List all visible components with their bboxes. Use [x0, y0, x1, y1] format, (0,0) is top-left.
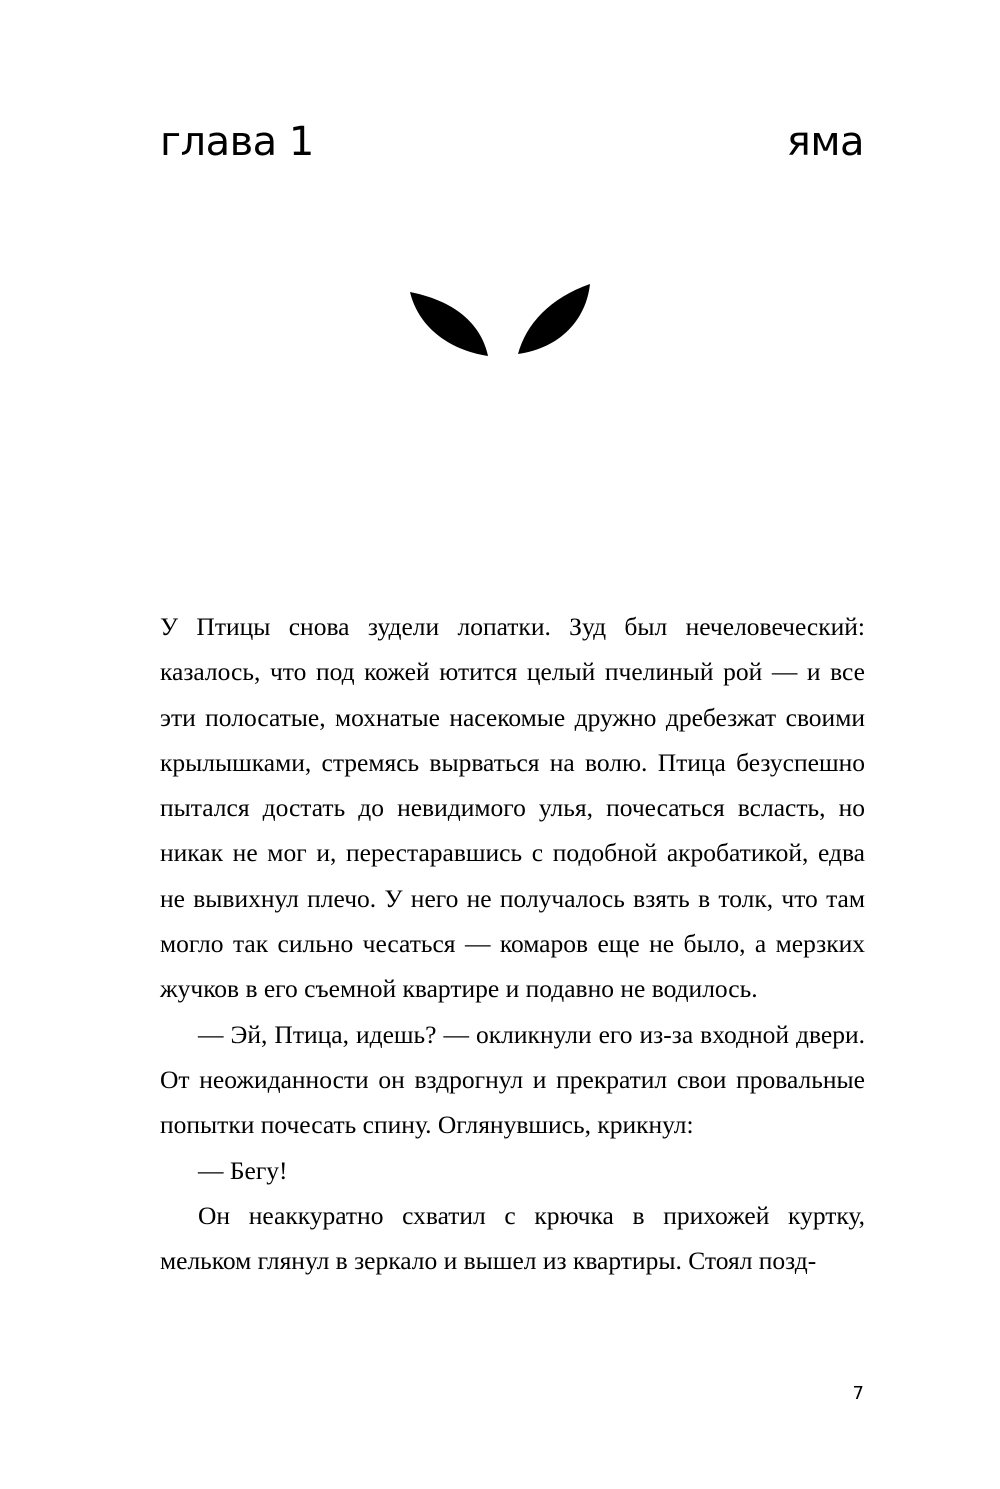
chapter-body-text: [160, 604, 865, 1283]
chapter-header: [160, 112, 864, 172]
paragraph-2: — Эй, Птица, идешь? — окликнули его из-за входной двери. От неожиданности он вздрогнул и прекратил свои провальные попытки почесать спину. Оглянувшись, крикнул:: [160, 1019, 865, 1140]
eyes-icon: [400, 280, 600, 360]
paragraph-1: У Птицы снова зудели лопатки. Зуд был нечеловеческий: казалось, что под кожей ютится целый пчелиный рой — и все эти полосатые, мохнатые насекомые дружно дребезжат своими крылышками, стремясь вырваться на волю. Птица безуспешно пытался достать до невидимого улья, почесаться всласть, но никак не мог и, перестаравшись с подобной акробатикой, едва не вывихнул плечо. У него не получалось взять в толк, что там могло так сильно чесаться — комаров еще не было, а мерзких жучков в его съемной квартире и подавно не водилось.: [160, 612, 865, 1004]
page-number: 7: [852, 1383, 864, 1404]
left-eye-shape: [410, 292, 488, 356]
chapter-title: яма: [786, 119, 864, 165]
chapter-label: глава 1: [160, 119, 314, 165]
paragraph-3: — Бегу!: [198, 1155, 288, 1185]
paragraph-4: Он неаккуратно схватил с крючка в прихожей куртку, мельком глянул в зеркало и вышел из квартиры. Стоял позд-: [160, 1200, 865, 1276]
right-eye-shape: [518, 284, 590, 354]
